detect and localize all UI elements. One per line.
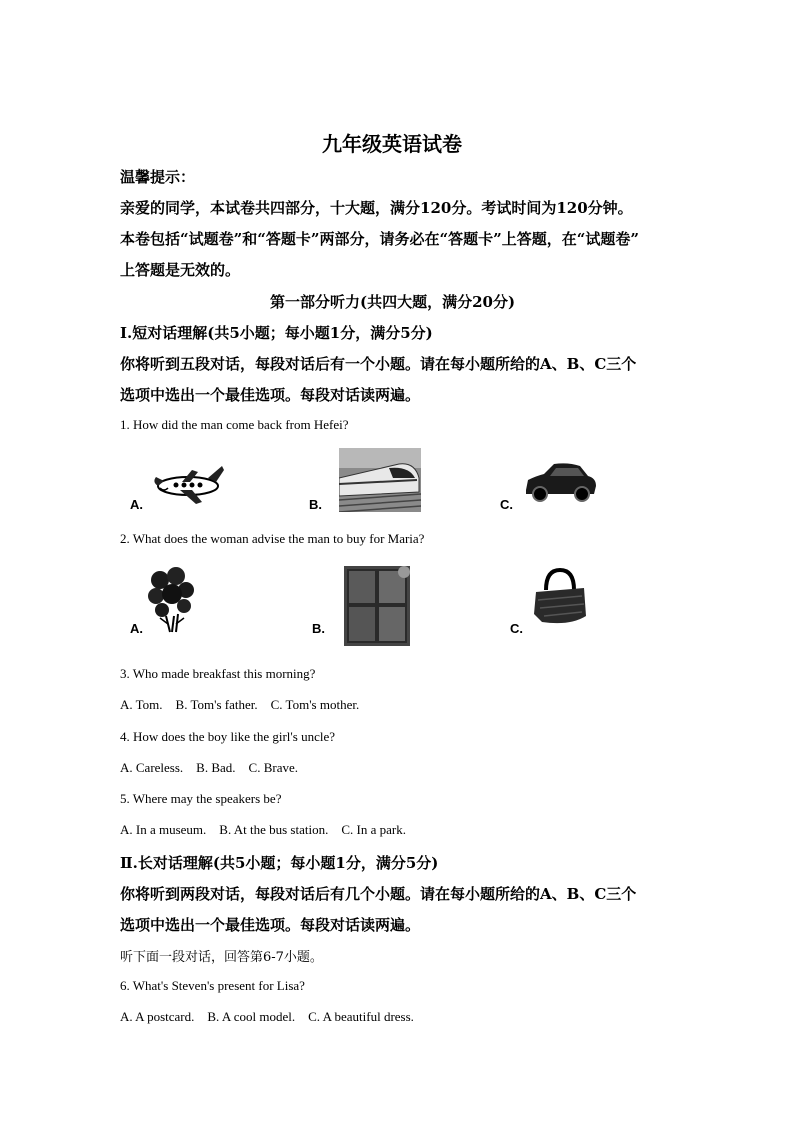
section2-sub-instruction: 听下面一段对话，回答第6-7小题。 (120, 950, 323, 965)
page-title: 九年级英语试卷 (322, 132, 462, 156)
section1-instruction: 选项中选出一个最佳选项。每段对话读两遍。 (120, 386, 421, 404)
flowers-icon (146, 566, 196, 634)
option-letter: B. (312, 621, 325, 636)
question-5: 5. Where may the speakers be? (120, 791, 282, 806)
high-speed-train-icon (339, 448, 421, 512)
option-letter: C. (510, 621, 523, 636)
tip-line: 本卷包括“试题卷”和“答题卡”两部分，请务必在“答题卡”上答题，在“试题卷” (120, 230, 640, 248)
option-letter: B. (309, 497, 322, 512)
option-letter: C. (500, 497, 513, 512)
question-4: 4. How does the boy like the girl's uncle? (120, 729, 335, 744)
tip-heading: 温馨提示： (120, 168, 196, 186)
car-icon (522, 460, 598, 502)
question-1: 1. How did the man come back from Hefei? (120, 417, 349, 432)
question-4-options: A. Careless. B. Bad. C. Brave. (120, 760, 299, 775)
question-5-options: A. In a museum. B. At the bus station. C. In a park. (120, 822, 406, 837)
tip-line: 亲爱的同学，本试卷共四部分，十大题，满分120分。考试时间为120分钟。 (120, 199, 633, 217)
section2-instruction: 你将听到两段对话，每段对话后有几个小题。请在每小题所给的A、B、C三个 (120, 885, 637, 903)
tip-line: 上答题是无效的。 (120, 261, 241, 279)
option-letter: A. (130, 621, 143, 636)
section1-instruction: 你将听到五段对话，每段对话后有一个小题。请在每小题所给的A、B、C三个 (120, 355, 637, 373)
question-3: 3. Who made breakfast this morning? (120, 666, 316, 681)
part1-heading: 第一部分听力(共四大题，满分20分) (270, 293, 516, 311)
section2-heading: Ⅱ.长对话理解(共5小题；每小题1分，满分5分) (120, 854, 439, 872)
airplane-icon (150, 460, 228, 506)
section2-instruction: 选项中选出一个最佳选项。每段对话读两遍。 (120, 916, 421, 934)
question-3-options: A. Tom. B. Tom's father. C. Tom's mother. (120, 697, 360, 712)
question-6: 6. What's Steven's present for Lisa? (120, 978, 305, 993)
handbag-icon (530, 566, 590, 628)
question-6-options: A. A postcard. B. A cool model. C. A beautiful dress. (120, 1009, 414, 1024)
question-2: 2. What does the woman advise the man to buy for Maria? (120, 531, 425, 546)
section1-heading: Ⅰ.短对话理解(共5小题；每小题1分，满分5分) (120, 324, 433, 342)
chocolate-icon (344, 566, 410, 646)
option-letter: A. (130, 497, 143, 512)
